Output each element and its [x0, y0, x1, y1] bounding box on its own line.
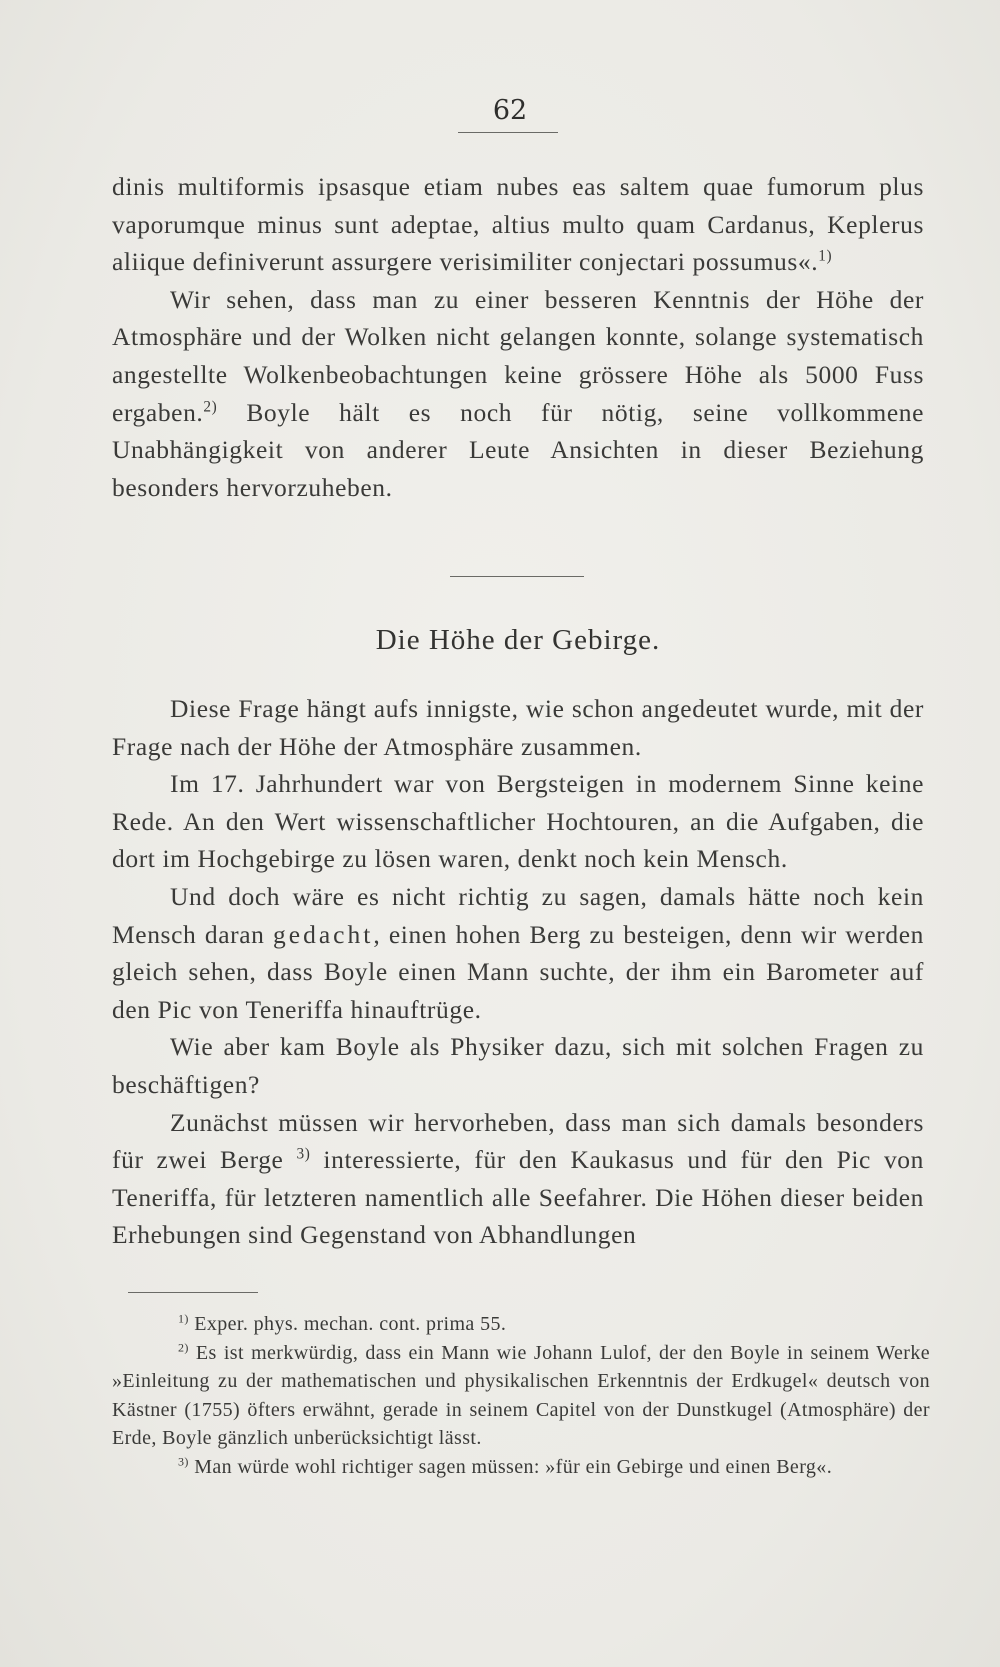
footnote-2: $^{2)}$ Es ist merkwürdig, dass ein Mann wie Johann Lulof, der den Boyle in seinem Werke »Einleitung zu der mathematischen und physikalischen Erkenntnis der Erdkugel« deutsch von Kästner (1755) öfters erwähnt, gerade in seinem Capitel von der Dunstkugel (Atmosphäre) der Erde, Boyle gänzlich unberücksichtigt lässt. [112, 1339, 930, 1449]
spaced-emphasis: gedacht [273, 919, 374, 949]
footnote-1: $^{1)}$ Exper. phys. mechan. cont. prima 55. [178, 1311, 507, 1335]
footnotes [112, 1310, 930, 1481]
paragraph-latin-quote: dinis multiformis ipsasque etiam nubes eas saltem quae fumorum plus vaporumque minus sunt adeptae, altius multo quam Cardanus, Keplerus aliique definiverunt assurgere verisimiliter conjectari possumus«.$^{1)}$ [112, 172, 924, 277]
page-number: 62 [492, 95, 528, 126]
paragraph-atmosphere: Wir sehen, dass man zu einer besseren Kenntnis der Höhe der Atmosphäre und der Wolken nicht gelangen konnte, solange systematisch angestellte Wolkenbeobachtungen keine grössere Höhe als 5000 Fuss ergaben.$^{2)}$ Boyle hält es noch für nötig, seine vollkommene Unabhängigkeit von anderer Leute Ansichten in dieser Beziehung besonders hervorzuheben. [112, 284, 924, 502]
footnote-ref-2: 2) [203, 398, 218, 416]
paragraph-1: Diese Frage hängt aufs innigste, wie schon angedeutet wurde, mit der Frage nach der Höhe der Atmosphäre zusammen. [112, 694, 924, 761]
paragraph-2: Im 17. Jahrhundert war von Bergsteigen in modernem Sinne keine Rede. An den Wert wissenschaftlicher Hochtouren, an die Aufgaben, die dort im Hochgebirge zu lösen waren, denkt noch kein Mensch. [112, 769, 924, 874]
section-heading: Die Höhe der Gebirge. [375, 624, 661, 656]
footnote-ref-3: 3) [296, 1145, 311, 1163]
header-rule [458, 132, 558, 133]
section-divider [450, 576, 584, 577]
body-text-section [112, 690, 924, 1254]
footnote-3: $^{3)}$ Man würde wohl richtiger sagen müssen: »für ein Gebirge und einen Berg«. [178, 1453, 833, 1478]
footnote-rule [128, 1292, 258, 1293]
paragraph-5: Zunächst müssen wir hervorheben, dass man sich damals besonders für zwei Berge $^{3)}$ interessierte, für den Kaukasus und für den Pic von Teneriffa, für letzteren namentlich alle Seefahrer. Die Höhen dieser beiden Erhebungen sind Gegenstand von Abhandlungen [112, 1107, 925, 1250]
footnote-ref-1: 1) [818, 247, 833, 265]
body-text-top [112, 168, 924, 506]
paragraph-3: Und doch wäre es nicht richtig zu sagen, damals hätte noch kein Mensch daran gedacht, einen hohen Berg zu besteigen, denn wir werden gleich sehen, dass Boyle einen Mann suchte, der ihm ein Barometer auf den Pic von Teneriffa hinauftrüge. [112, 881, 924, 1024]
paragraph-4: Wie aber kam Boyle als Physiker dazu, sich mit solchen Fragen zu beschäftigen? [112, 1032, 924, 1099]
